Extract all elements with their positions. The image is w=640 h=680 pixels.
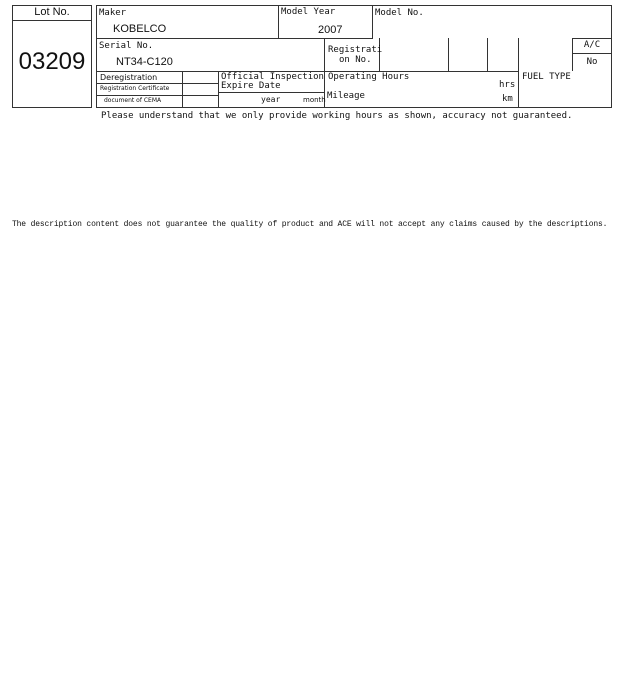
- row1-bottom-line: [96, 38, 373, 39]
- ac-value: No: [586, 57, 598, 67]
- fuel-divider: [518, 38, 519, 108]
- ac-label: A/C: [583, 40, 601, 50]
- registration-certificate-label: Registration Certificate: [100, 85, 170, 92]
- ac-divider: [572, 53, 612, 54]
- reg-cell-divider-1: [448, 38, 449, 71]
- model-year-label: Model Year: [281, 7, 336, 17]
- cert-line-1: [96, 83, 218, 84]
- maker-value: KOBELCO: [113, 23, 167, 35]
- description-disclaimer: The description content does not guarantee the quality of product and ACE will not accept any claims caused by the descriptions.: [12, 220, 608, 229]
- mileage-unit: km: [502, 94, 513, 104]
- lot-divider: [12, 20, 92, 21]
- serial-no-value: NT34-C120: [116, 56, 173, 68]
- registration-label-line1: Registrati: [328, 45, 383, 55]
- operating-hours-label: Operating Hours: [328, 72, 410, 82]
- mileage-label: Mileage: [327, 91, 365, 101]
- inspection-label-line1: Official Inspection: [221, 72, 324, 82]
- reg-cell-divider-2: [487, 38, 488, 71]
- year-model-divider: [372, 5, 373, 38]
- row1-bottom-line-right: [572, 38, 612, 39]
- inspection-year-unit: year: [261, 95, 281, 104]
- inspection-divider: [218, 92, 324, 93]
- maker-year-divider: [278, 5, 279, 38]
- cema-document-label: document of CEMA: [104, 97, 162, 104]
- cert-inspection-divider: [218, 71, 219, 108]
- serial-no-label: Serial No.: [99, 41, 154, 51]
- fuel-type-label: FUEL TYPE: [522, 72, 571, 82]
- lot-label: Lot No.: [34, 6, 70, 18]
- working-hours-notice: Please understand that we only provide working hours as shown, accuracy not guaranteed.: [101, 111, 573, 121]
- inspection-month-unit: month: [303, 96, 326, 104]
- inspection-label-line2: Expire Date: [221, 81, 281, 91]
- model-year-value: 2007: [318, 24, 343, 36]
- lot-number: 03209: [18, 48, 86, 75]
- registration-label-line2: on No.: [339, 55, 372, 65]
- maker-label: Maker: [99, 8, 127, 18]
- cert-line-2: [96, 95, 218, 96]
- model-no-label: Model No.: [375, 8, 424, 18]
- cert-check-divider: [182, 71, 183, 108]
- deregistration-label: Deregistration: [100, 73, 158, 82]
- operating-hours-unit: hrs: [499, 80, 516, 90]
